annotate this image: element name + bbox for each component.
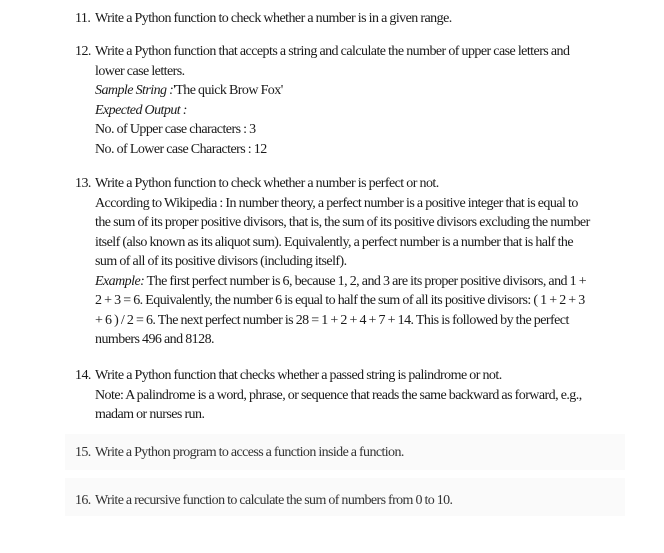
- question-14-note-2: madam or nurses run.: [95, 407, 205, 422]
- question-14: [75, 366, 635, 425]
- question-13-line: [75, 174, 635, 194]
- question-16: [75, 491, 635, 511]
- question-13-desc-2: the sum of its proper positive divisors, that is, the sum of its positive divisors excluding the number: [95, 215, 590, 230]
- question-13-desc-3: itself (also known as its aliquot sum). Equivalently, a perfect number is a number that is half the: [95, 234, 574, 250]
- question-13-example-1: [75, 272, 635, 292]
- question-11: [75, 9, 635, 29]
- question-15-line: [75, 443, 635, 463]
- question-15-text: Write a Python program to access a function inside a function.: [95, 445, 404, 460]
- question-13-example-2: 2 + 3 = 6. Equivalently, the number 6 is equal to half the sum of all its positive divisors: ( 1 + 2 + 3: [95, 293, 585, 308]
- question-13-desc-4: sum of all of its positive divisors (including itself).: [95, 254, 347, 269]
- sample-string-value: 'The quick Brow Fox': [173, 83, 283, 98]
- question-11-number: 11.: [75, 11, 91, 26]
- question-11-text: Write a Python function to check whether a number is in a given range.: [95, 11, 452, 26]
- question-13-example-3: + 6 ) / 2 = 6. The next perfect number is 28 = 1 + 2 + 4 + 7 + 14. This is followed by the perfect: [95, 312, 569, 328]
- question-12-sample: [75, 81, 635, 101]
- question-14-note-1: Note: A palindrome is a word, phrase, or sequence that reads the same backward as forward, e.g.,: [95, 387, 582, 403]
- question-12-line-1: [75, 42, 635, 62]
- question-13-number: 13.: [75, 176, 91, 191]
- question-12-text: Write a Python function that accepts a string and calculate the number of upper case letters and: [95, 44, 570, 59]
- question-13: [75, 174, 635, 350]
- question-16-number: 16.: [75, 493, 91, 508]
- question-13-example-4: numbers 496 and 8128.: [95, 332, 214, 347]
- expected-output-label: Expected Output :: [95, 102, 187, 118]
- output-lower-count: No. of Lower case Characters : 12: [95, 141, 267, 157]
- question-16-text: Write a recursive function to calculate the sum of numbers from 0 to 10.: [95, 493, 453, 508]
- example-text: The first perfect number is 6, because 1, 2, and 3 are its proper positive divisors, and 1 +: [144, 273, 587, 289]
- output-upper-count: No. of Upper case characters : 3: [95, 122, 256, 137]
- example-label: Example:: [95, 273, 145, 289]
- question-12: [75, 42, 635, 159]
- question-14-line: [75, 366, 635, 386]
- question-15-number: 15.: [75, 445, 91, 460]
- question-13-desc-1: According to Wikipedia : In number theory, a perfect number is a positive integer that is equal to: [95, 195, 578, 211]
- question-11-line: [75, 9, 635, 29]
- question-12-number: 12.: [75, 44, 91, 59]
- question-14-number: 14.: [75, 368, 91, 383]
- question-16-line: [75, 491, 635, 511]
- question-13-text: Write a Python function to check whether a number is perfect or not.: [95, 176, 439, 191]
- question-14-text: Write a Python function that checks whether a passed string is palindrome or not.: [95, 368, 502, 383]
- question-15: [75, 443, 635, 463]
- sample-string-label: Sample String :: [95, 83, 174, 98]
- question-12-line-2: lower case letters.: [95, 63, 185, 79]
